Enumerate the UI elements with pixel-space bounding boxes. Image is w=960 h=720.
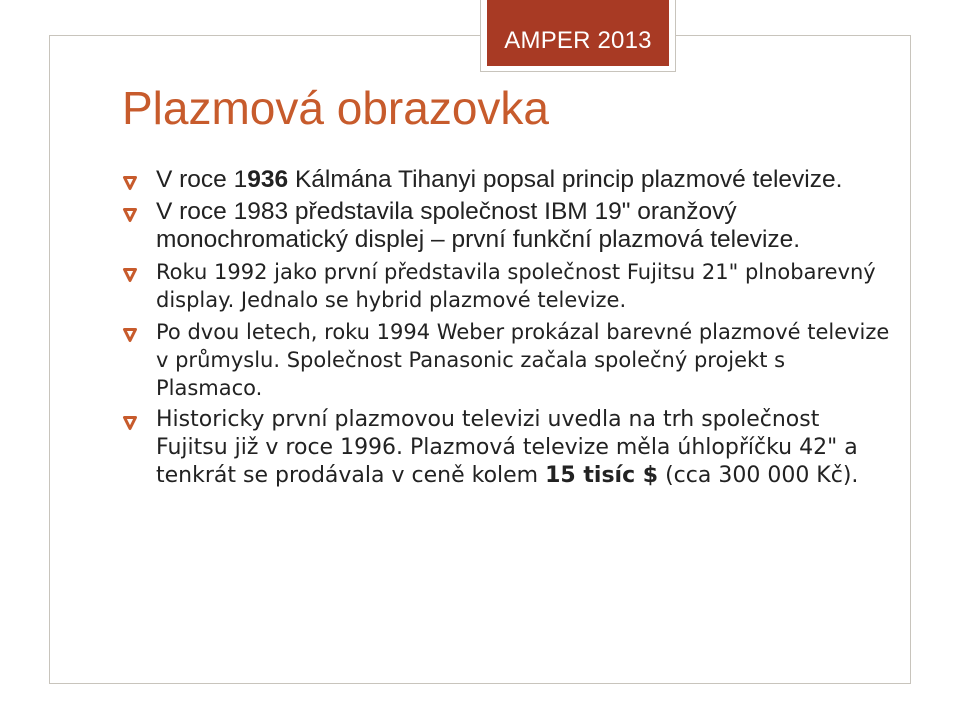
bullet-text: Roku 1992 jako první představila společnost Fujitsu 21" plnobarevný display. Jednalo se hybrid plazmové televize. xyxy=(156,260,876,312)
bullet-text: V roce 1983 představila společnost IBM 19" oranžový monochromatický displej – první funkční plazmová televize. xyxy=(156,198,801,253)
open-square-bullet-icon xyxy=(122,267,138,283)
bullet-item-2 xyxy=(122,198,892,254)
bullet-item-3 xyxy=(122,258,892,314)
open-square-bullet-icon xyxy=(122,207,138,223)
bullet-text: V roce 1936 Kálmána Tihanyi popsal princip plazmové televize. xyxy=(156,166,843,193)
open-square-bullet-icon xyxy=(122,327,138,343)
badge-text: AMPER 2013 xyxy=(504,27,652,54)
bullet-item-1 xyxy=(122,166,892,194)
bullet-text: Po dvou letech, roku 1994 Weber prokázal barevné plazmové televize v průmyslu. Společnost Panasonic začala společný projekt s Plasmaco. xyxy=(156,320,890,400)
bullet-list xyxy=(122,166,892,494)
bullet-text: Historicky první plazmovou televizi uvedla na trh společnost Fujitsu již v roce 1996. Plazmová televize měla úhlopříčku 42" a tenkrát se prodávala v ceně kolem 15 tisíc $ (cca 300 000 Kč). xyxy=(156,407,859,488)
bullet-item-5 xyxy=(122,406,892,490)
open-square-bullet-icon xyxy=(122,415,138,431)
event-badge xyxy=(487,0,669,66)
bullet-item-4 xyxy=(122,318,892,402)
open-square-bullet-icon xyxy=(122,175,138,191)
slide-title: Plazmová obrazovka xyxy=(122,82,549,134)
